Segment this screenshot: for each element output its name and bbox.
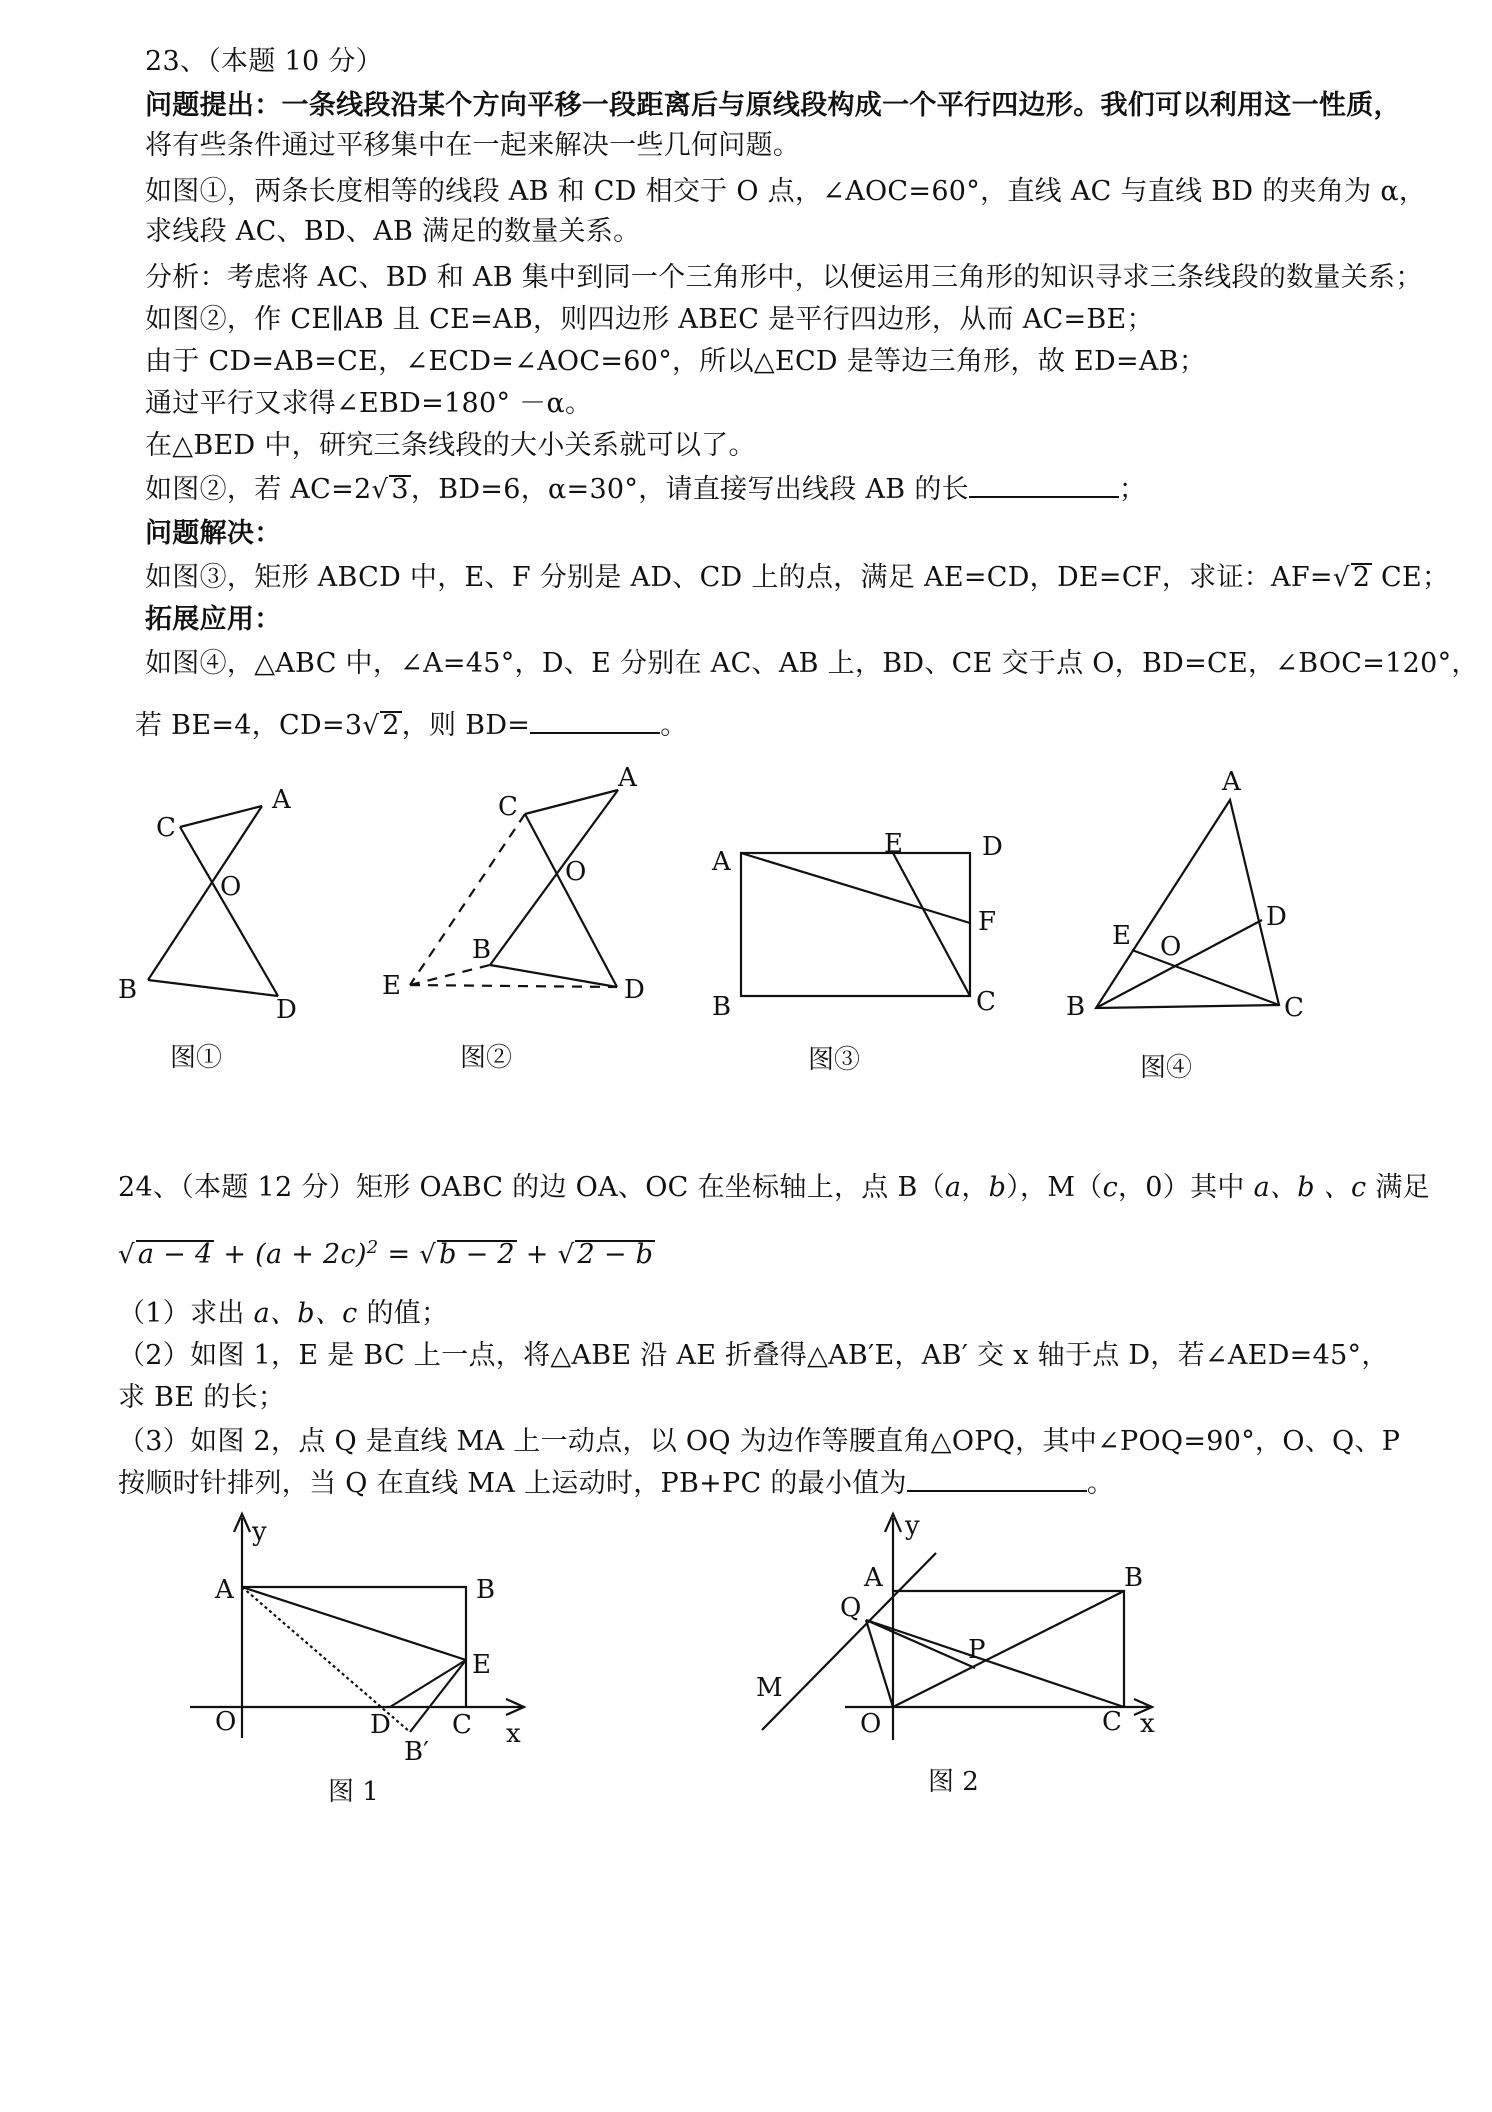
q23-solve-label: 问题解决： — [145, 518, 282, 549]
g1-label-y: y — [252, 1517, 267, 1547]
q24-var-c: c — [1102, 1172, 1118, 1203]
g2-label-a: A — [864, 1563, 883, 1593]
fig1-label-b: B — [118, 975, 138, 1005]
q23-header: 23、（本题 10 分） — [145, 46, 383, 77]
fig1-caption: 图① — [170, 1043, 223, 1073]
fig4-label-d: D — [1266, 902, 1287, 932]
q23-para-11-root: 2 — [382, 710, 400, 741]
fig1-segment-ca — [180, 806, 262, 827]
fig2-label-o: O — [565, 857, 587, 887]
q23-ext-label: 拓展应用： — [145, 604, 282, 635]
fig2-label-c: C — [498, 792, 518, 822]
q24-equation: √ $a - 4 + (a + 2c)^2$ = √ b − 2 + √ 2 − b — [118, 1237, 654, 1270]
q23-intro-line-2: 将有些条件通过平移集中在一起来解决一些几何问题。 — [145, 130, 801, 161]
fig3-segment-af — [741, 853, 970, 923]
g1-y-arrow — [234, 1514, 250, 1532]
fig3-label-d: D — [982, 832, 1003, 862]
fig1-segment-bd — [148, 980, 278, 996]
g1-label-e: E — [472, 1650, 491, 1680]
fig2-label-d: D — [624, 975, 645, 1005]
g2-segment-qo — [866, 1620, 893, 1707]
g2-label-b: B — [1124, 1563, 1144, 1593]
fig2-segment-bd — [490, 965, 617, 987]
q23-para-9-text-b: CE； — [1372, 562, 1450, 593]
q23-para-4: 如图②，作 CE∥AB 且 CE=AB，则四边形 ABEC 是平行四边形，从而 AC=BE； — [145, 304, 1154, 335]
g1-segment-ab-prime — [242, 1587, 410, 1732]
q23-para-3: 分析：考虑将 AC、BD 和 AB 集中到同一个三角形中，以便运用三角形的知识寻求三条线段的数量关系； — [145, 262, 1423, 293]
g2-segment-ob — [893, 1591, 1124, 1707]
graph-2 — [762, 1514, 1152, 1740]
q23-para-11-end: 。 — [660, 710, 688, 741]
q24-header-mid: ），M（ — [1006, 1172, 1103, 1203]
q23-para-8-end: ； — [1118, 474, 1147, 505]
g1-label-x: x — [506, 1719, 521, 1749]
g1-segment-b-prime-e — [410, 1660, 466, 1732]
q24-eq-mid: + (a + 2c) — [214, 1239, 367, 1270]
fig2-segment-eb — [410, 965, 490, 985]
fig2-segment-ca — [525, 790, 618, 814]
fig2-label-b: B — [472, 935, 492, 965]
g2-label-q: Q — [840, 1593, 862, 1623]
q23-answer-blank-1[interactable] — [969, 496, 1119, 498]
fig3-label-a: A — [712, 847, 731, 877]
g1-label-a: A — [215, 1575, 234, 1605]
q23-para-6: 通过平行又求得∠EBD=180° －α。 — [145, 388, 593, 419]
q24-header-comma: ， — [961, 1172, 989, 1203]
fig2-segment-cd — [525, 814, 617, 987]
q24-sub-2-line-2: 求 BE 的长； — [118, 1382, 286, 1413]
q24-sub-1-vars: a、b、c — [253, 1298, 358, 1329]
fig4-label-a: A — [1222, 767, 1241, 797]
q24-eq-plus: + — [516, 1239, 558, 1270]
q24-header-vars: a、b 、c — [1253, 1172, 1367, 1203]
q24-eq-equals: = — [378, 1239, 420, 1270]
fig4-segment-ce — [1132, 950, 1279, 1005]
figure-1 — [148, 806, 278, 996]
q24-eq-root-1: a − 4 — [137, 1239, 213, 1270]
g2-label-y: y — [905, 1511, 920, 1541]
g1-segment-ae — [242, 1587, 466, 1660]
q23-para-9-text-a: 如图③，矩形 ABCD 中，E、F 分别是 AD、CD 上的点，满足 AE=CD，DE=CF，求证：AF= — [145, 562, 1333, 593]
q23-para-10: 如图④，△ABC 中，∠A=45°，D、E 分别在 AC、AB 上，BD、CE 交于点 O，BD=CE，∠BOC=120°， — [145, 648, 1479, 679]
g2-label-x: x — [1140, 1709, 1155, 1739]
q23-para-11-text-a: 若 BE=4，CD=3 — [135, 710, 363, 741]
fig2-segment-ce — [410, 814, 525, 985]
q24-var-a: a — [944, 1172, 962, 1203]
q24-sub-3-text: 按顺时针排列，当 Q 在直线 MA 上运动时，PB+PC 的最小值为 — [118, 1468, 907, 1499]
g2-line-ma — [762, 1553, 936, 1730]
fig4-label-o: O — [1160, 932, 1182, 962]
g2-segment-qp — [866, 1620, 975, 1668]
fig4-label-b: B — [1066, 992, 1086, 1022]
q24-header — [118, 1170, 1430, 1206]
g1-rect-abc — [242, 1587, 466, 1707]
fig1-label-a: A — [272, 785, 291, 815]
q23-para-11-text-b: ，则 BD= — [401, 710, 531, 741]
g2-label-c: C — [1102, 1707, 1122, 1737]
g2-segment-qc — [866, 1620, 1124, 1707]
q23-para-8-text-b: ，BD=6，α=30°，请直接写出线段 AB 的长 — [410, 474, 969, 505]
g2-label-p: P — [968, 1635, 986, 1665]
fig3-label-b: B — [712, 992, 732, 1022]
q23-para-9-root: 2 — [1352, 562, 1371, 593]
g1-label-d: D — [370, 1710, 391, 1740]
q23-para-11: 若 BE=4，CD=3√ 2，则 BD= 。 — [135, 710, 688, 741]
figure-2 — [410, 790, 618, 987]
q24-eq-root-2: b − 2 — [439, 1239, 515, 1270]
fig4-label-e: E — [1112, 921, 1131, 951]
figure-3 — [741, 853, 970, 996]
graph-1-caption: 图 1 — [328, 1777, 379, 1807]
q23-intro-line-1 — [145, 88, 1401, 124]
fig2-label-e: E — [382, 971, 401, 1001]
q23-para-9: 如图③，矩形 ABCD 中，E、F 分别是 AD、CD 上的点，满足 AE=CD，DE=CF，求证：AF=√ 2 CE； — [145, 562, 1450, 593]
g1-label-b: B — [476, 1575, 496, 1605]
fig3-segment-ec — [893, 853, 970, 996]
q23-para-8: 如图②，若 AC=2√ 3，BD=6，α=30°，请直接写出线段 AB 的长 ； — [145, 474, 1147, 505]
q24-answer-blank[interactable] — [907, 1490, 1087, 1492]
q24-var-b: b — [988, 1172, 1007, 1203]
q24-sub-1 — [118, 1296, 448, 1332]
q23-para-7: 在△BED 中，研究三条线段的大小关系就可以了。 — [145, 430, 756, 461]
figure-4 — [1096, 800, 1279, 1008]
g2-x-arrow — [1134, 1699, 1152, 1715]
g2-y-arrow — [885, 1514, 901, 1532]
fig3-caption: 图③ — [808, 1045, 861, 1075]
fig3-label-f: F — [978, 907, 997, 937]
fig4-segment-bd — [1096, 920, 1262, 1008]
g1-label-b-prime: B′ — [404, 1737, 430, 1767]
q23-intro-label: 问题提出： — [145, 90, 282, 121]
fig3-rectangle-abcd — [741, 853, 970, 996]
g1-label-c: C — [452, 1710, 472, 1740]
fig2-label-a: A — [618, 763, 637, 793]
g1-x-arrow — [506, 1699, 524, 1715]
q23-answer-blank-2[interactable] — [530, 732, 660, 734]
fig2-segment-ab — [490, 790, 618, 965]
q23-para-8-root: 3 — [391, 474, 409, 505]
graph-1 — [190, 1514, 524, 1738]
g1-segment-de — [390, 1660, 466, 1707]
fig4-label-c: C — [1284, 993, 1304, 1023]
q24-header-end: 满足 — [1366, 1172, 1430, 1203]
fig1-label-c: C — [156, 813, 176, 843]
fig1-segment-ab — [148, 806, 262, 980]
q24-sub-1-text-b: 的值； — [357, 1298, 449, 1329]
q24-eq-root-3: 2 − b — [577, 1239, 654, 1270]
q23-para-8-text-a: 如图②，若 AC=2 — [145, 474, 372, 505]
fig3-label-c: C — [976, 987, 996, 1017]
q23-para-5: 由于 CD=AB=CE，∠ECD=∠AOC=60°，所以△ECD 是等边三角形，故 ED=AB； — [145, 346, 1207, 377]
fig4-triangle-abc — [1096, 800, 1279, 1008]
fig1-segment-cd — [180, 827, 278, 996]
q24-sub-3-line-1: （3）如图 2，点 Q 是直线 MA 上一动点，以 OQ 为边作等腰直角△OPQ，其中∠POQ=90°，O、Q、P — [118, 1426, 1401, 1457]
q24-sub-3-end: 。 — [1086, 1468, 1115, 1499]
fig1-label-d: D — [276, 995, 297, 1025]
fig1-label-o: O — [220, 872, 242, 902]
q24-sub-3-line-2 — [118, 1466, 1114, 1502]
fig2-caption: 图② — [460, 1043, 513, 1073]
q24-header-text: 24、（本题 12 分）矩形 OABC 的边 OA、OC 在坐标轴上，点 B（ — [118, 1172, 945, 1203]
q24-sub-2-line-1: （2）如图 1，E 是 BC 上一点，将△ABE 沿 AE 折叠得△AB′E，AB′ 交 x 轴于点 D，若∠AED=45°， — [118, 1340, 1389, 1371]
q24-header-tail: ，0）其中 — [1118, 1172, 1254, 1203]
g2-rect-abc — [893, 1591, 1124, 1707]
q23-para-2: 求线段 AC、BD、AB 满足的数量关系。 — [145, 216, 641, 247]
q23-para-1: 如图①，两条长度相等的线段 AB 和 CD 相交于 O 点，∠AOC=60°，直线 AC 与直线 BD 的夹角为 α， — [145, 176, 1427, 207]
fig3-label-e: E — [884, 829, 903, 859]
g2-label-m: M — [756, 1673, 783, 1703]
fig4-caption: 图④ — [1140, 1053, 1193, 1083]
g1-label-o: O — [215, 1707, 237, 1737]
q24-eq-square: 2 — [366, 1237, 379, 1258]
fig2-segment-ed — [410, 985, 617, 987]
g2-label-o: O — [860, 1709, 882, 1739]
q24-sub-1-text-a: （1）求出 — [118, 1298, 254, 1329]
q23-intro-text-1: 一条线段沿某个方向平移一段距离后与原线段构成一个平行四边形。我们可以利用这一性质， — [281, 90, 1401, 121]
graph-2-caption: 图 2 — [928, 1767, 979, 1797]
